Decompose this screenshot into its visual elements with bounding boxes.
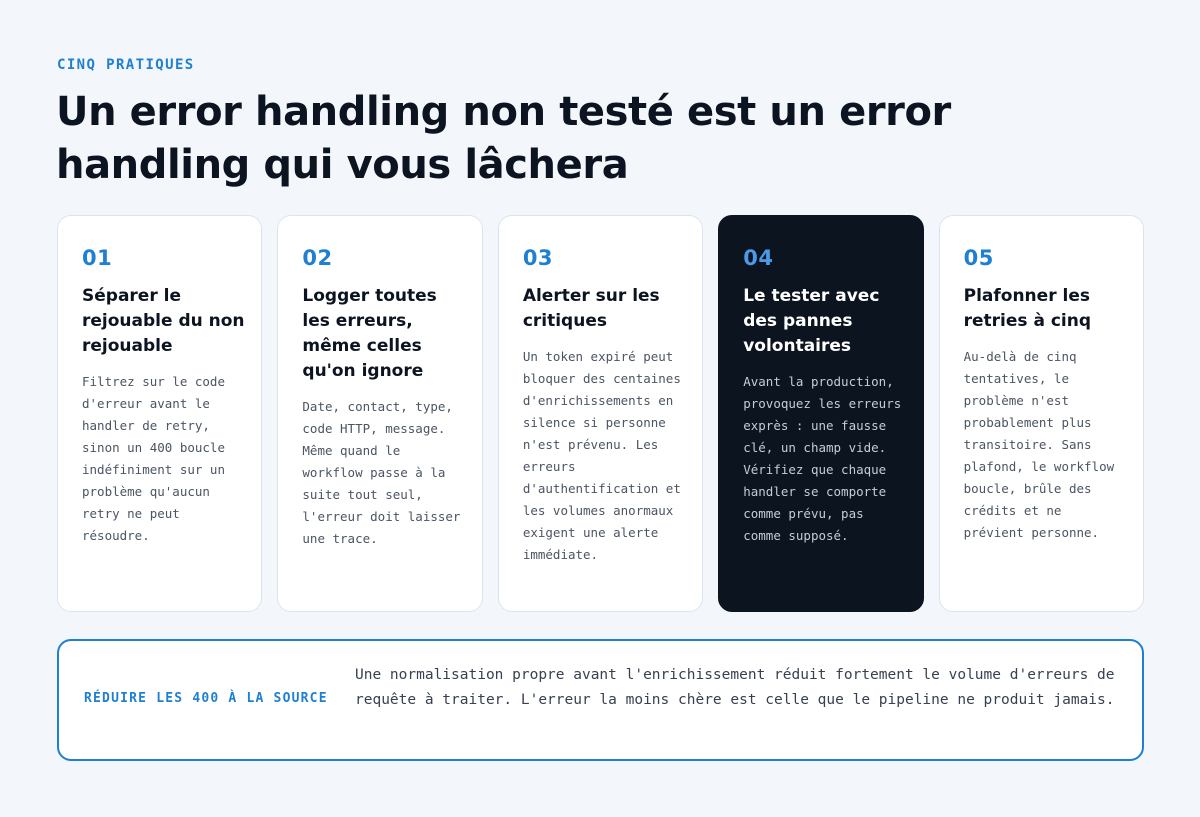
- card-body: Avant la production, provoquez les erreurs exprès : une fausse clé, un champ vide. Vérifiez que chaque handler se comporte comme prévu, pas comme supposé.: [743, 374, 902, 543]
- page-title: Un error handling non testé est un error handling qui vous lâchera: [56, 89, 951, 188]
- card-body: Date, contact, type, code HTTP, message. Même quand le workflow passe à la suite tout seul, l'erreur doit laisser une trace.: [302, 399, 461, 546]
- callout-box: [57, 639, 1144, 761]
- callout-label: RÉDUIRE LES 400 À LA SOURCE: [84, 691, 328, 706]
- practice-card-2: [277, 215, 482, 612]
- card-title: Le tester avec des pannes volontaires: [743, 286, 880, 356]
- card-title: Logger toutes les erreurs, même celles qu'on ignore: [302, 286, 437, 381]
- card-number: 01: [82, 246, 113, 270]
- card-number: 03: [522, 246, 554, 270]
- section-eyebrow: CINQ PRATIQUES: [57, 57, 195, 73]
- card-body: Filtrez sur le code d'erreur avant le handler de retry, sinon un 400 boucle indéfiniment sur un problème qu'aucun retry ne peut résoudre.: [82, 374, 225, 543]
- card-body: Au-delà de cinq tentatives, le problème n'est probablement plus transitoire. Sans plafond, le workflow boucle, brûle des crédits et ne prévient personne.: [963, 349, 1115, 540]
- card-title: Plafonner les retries à cinq: [963, 286, 1092, 331]
- practice-card-3: [498, 215, 703, 612]
- practice-cards: [57, 215, 1144, 612]
- card-title: Séparer le rejouable du non rejouable: [82, 286, 245, 356]
- callout-text: Une normalisation propre avant l'enrichissement réduit fortement le volume d'erreurs de requête à traiter. L'erreur la moins chère est celle que le pipeline ne produit jamais.: [355, 667, 1115, 708]
- practice-card-5: [939, 215, 1144, 612]
- card-number: 04: [743, 246, 774, 270]
- card-title: Alerter sur les critiques: [522, 286, 660, 331]
- card-number: 05: [963, 246, 994, 270]
- practice-card-1: [57, 215, 262, 612]
- card-number: 02: [302, 246, 333, 270]
- practice-card-4: [718, 215, 923, 612]
- card-body: Un token expiré peut bloquer des centaines d'enrichissements en silence si personne n'est prévenu. Les erreurs d'authentification et les volumes anormaux exigent une alerte immédiate.: [522, 349, 681, 562]
